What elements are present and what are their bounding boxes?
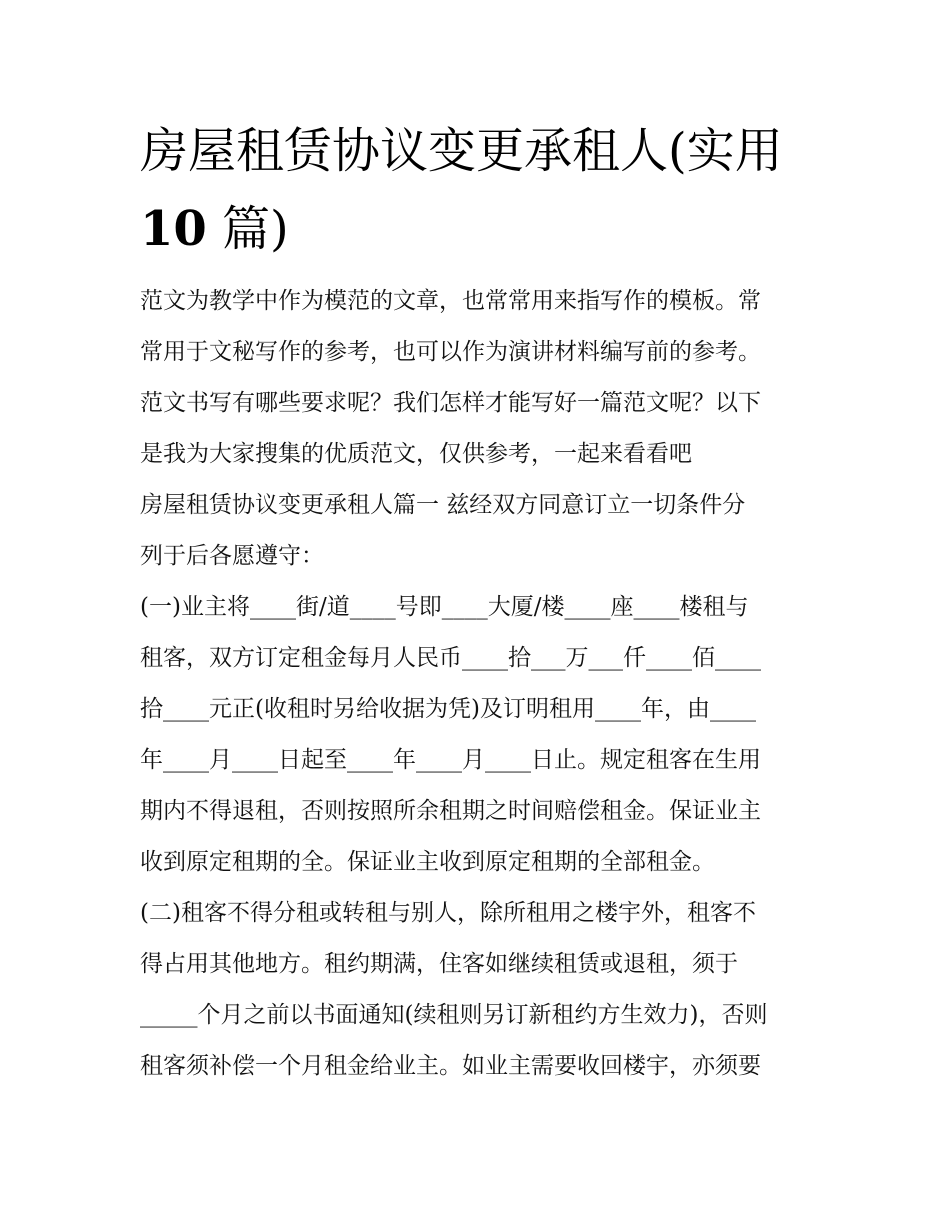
body-line: 收到原定租期的全。保证业主收到原定租期的全部租金。	[140, 849, 715, 875]
document-body	[140, 276, 820, 1092]
body-line: (二)租客不得分租或转租与别人，除所租用之楼宇外，租客不	[140, 900, 756, 926]
body-line: 租客，双方订定租金每月人民币____拾___万___仟____佰____	[140, 645, 761, 671]
body-line: 期内不得退租，否则按照所余租期之时间赔偿租金。保证业主	[140, 798, 761, 824]
body-line: 房屋租赁协议变更承租人篇一 兹经双方同意订立一切条件分	[140, 492, 746, 518]
title-number: 10	[140, 201, 207, 257]
document-title	[140, 112, 820, 268]
body-line: 常用于文秘写作的参考，也可以作为演讲材料编写前的参考。	[140, 339, 761, 365]
body-line: 范文为教学中作为模范的文章，也常常用来指写作的模板。常	[140, 288, 761, 314]
body-line: 年____月____日起至____年____月____日止。规定租客在生用	[140, 747, 761, 773]
title-line-2-rest: 篇)	[206, 201, 289, 257]
body-line: _____个月之前以书面通知(续租则另订新租约方生效力)，否则	[140, 1002, 768, 1028]
body-line: 拾____元正(收租时另给收据为凭)及订明租用____年，由____	[140, 696, 756, 722]
body-line: (一)业主将____街/道____号即____大厦/楼____座____楼租与	[140, 594, 749, 620]
body-line: 得占用其他地方。租约期满，住客如继续租赁或退租，须于	[140, 951, 738, 977]
body-line: 租客须补偿一个月租金给业主。如业主需要收回楼宇，亦须要	[140, 1053, 761, 1079]
body-line: 是我为大家搜集的优质范文，仅供参考，一起来看看吧	[140, 441, 692, 467]
title-line-1: 房屋租赁协议变更承租人(实用	[140, 123, 783, 179]
body-line: 列于后各愿遵守：	[140, 543, 324, 569]
body-line: 范文书写有哪些要求呢？我们怎样才能写好一篇范文呢？以下	[140, 390, 761, 416]
